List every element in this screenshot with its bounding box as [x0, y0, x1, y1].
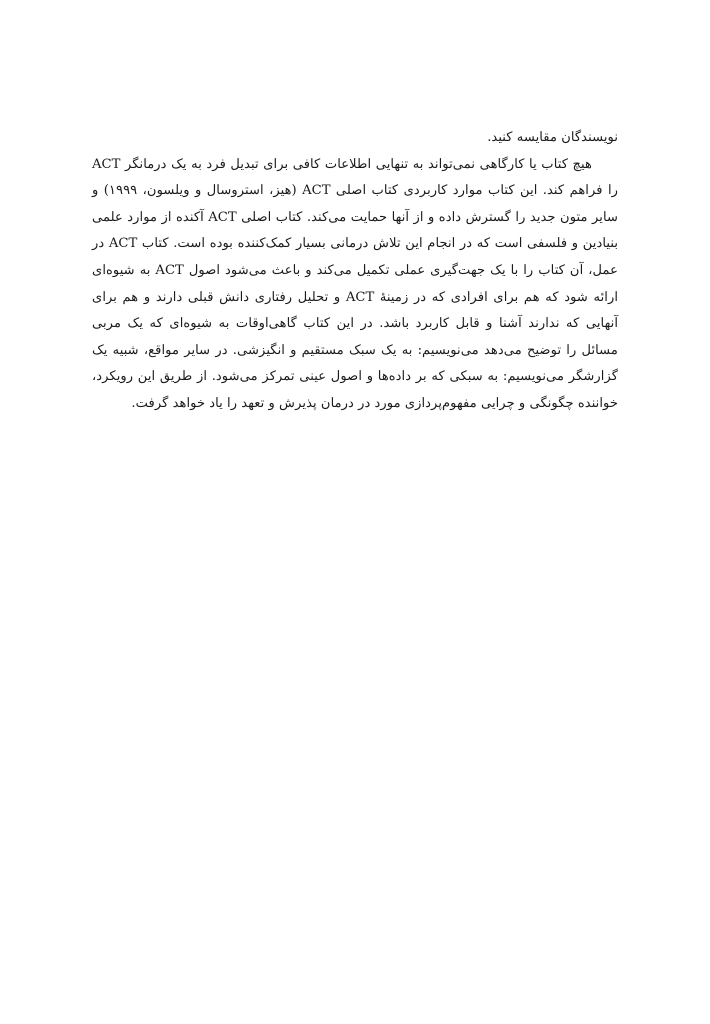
body-text [92, 125, 618, 418]
paragraph-main: هیچ کتاب یا کارگاهی نمی‌تواند به تنهایی اطلاعات کافی برای تبدیل فرد به یک درمانگر ACT را فراهم کند. این کتاب موارد کاربردی کتاب اصلی ACT (هیز، استروسال و ویلسون، ۱۹۹۹) و سایر متون جدید را گسترش داده و از آنها حمایت می‌کند. کتاب اصلی ACT آکنده از موارد علمی بنیادین و فلسفی است که در انجام این تلاش درمانی بسیار کمک‌کننده بوده است. کتاب ACT در عمل، آن کتاب را با یک جهت‌گیری عملی تکمیل می‌کند و باعث می‌شود اصول ACT به شیوه‌ای ارائه شود که هم برای افرادی که در زمینهٔ ACT و تحلیل رفتاری دانش قبلی دارند و هم برای آنهایی که ندارند آشنا و قابل کاربرد باشد. در این کتاب گاهی‌اوقات به شیوه‌ای که یک مربی مسائل را توضیح می‌دهد می‌نویسیم: به یک سبک مستقیم و انگیزشی. در سایر مواقع، شبیه یک گزارشگر می‌نویسیم: به سبکی که بر داده‌ها و اصول عینی تمرکز می‌شود. از طریق این رویکرد، خواننده چگونگی و چرایی مفهوم‌پردازی مورد در درمان پذیرش و تعهد را یاد خواهد گرفت. [92, 156, 619, 411]
paragraph-closing-line: نویسندگان مقایسه کنید. [487, 130, 618, 145]
